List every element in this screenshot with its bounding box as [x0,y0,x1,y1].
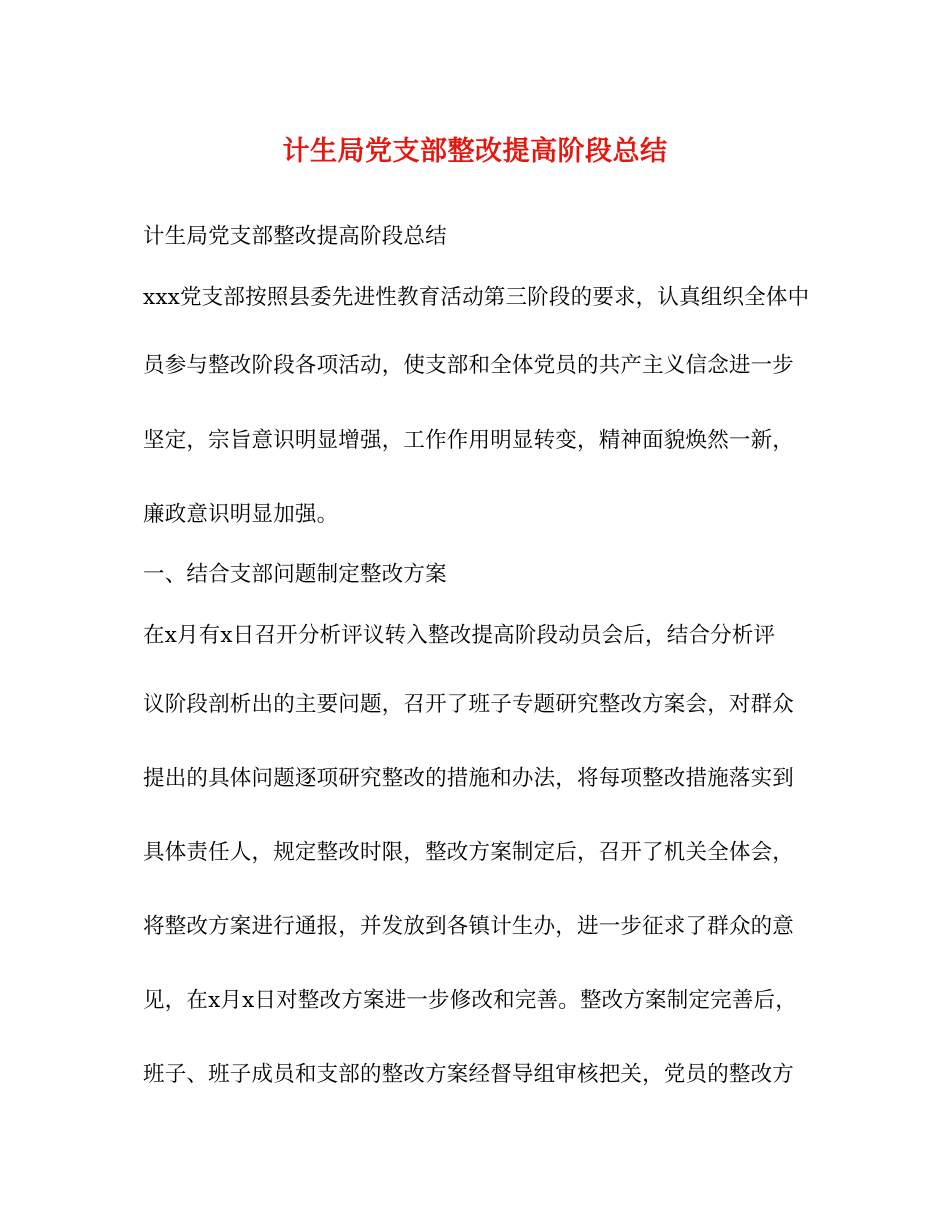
document-line: xxx党支部按照县委先进性教育活动第三阶段的要求，认真组织全体中 [143,285,810,310]
document-line: 见，在x月x日对整改方案进一步修改和完善。整改方案制定完善后， [143,988,797,1013]
document-line: 议阶段剖析出的主要问题，召开了班子专题研究整改方案会，对群众 [143,692,795,717]
document-line: 员参与整改阶段各项活动，使支部和全体党员的共产主义信念进一步 [143,353,795,378]
document-title: 计生局党支部整改提高阶段总结 [282,136,668,167]
document-line: 廉政意识明显加强。 [143,502,339,527]
document-line: 在x月有x日召开分析评议转入整改提高阶段动员会后，结合分析评 [143,623,776,648]
document-line: 提出的具体问题逐项研究整改的措施和办法，将每项整改措施落实到 [143,766,795,791]
document-line: 将整改方案进行通报，并发放到各镇计生办，进一步征求了群众的意 [143,914,795,939]
document-line: 班子、班子成员和支部的整改方案经督导组审核把关，党员的整改方 [143,1062,795,1087]
document-line: 坚定，宗旨意识明显增强，工作作用明显转变，精神面貌焕然一新， [143,428,795,453]
section-heading: 一、结合支部问题制定整改方案 [143,562,447,587]
document-line: 具体责任人，规定整改时限，整改方案制定后，召开了机关全体会， [143,840,795,865]
document-line: 计生局党支部整改提高阶段总结 [143,224,447,249]
